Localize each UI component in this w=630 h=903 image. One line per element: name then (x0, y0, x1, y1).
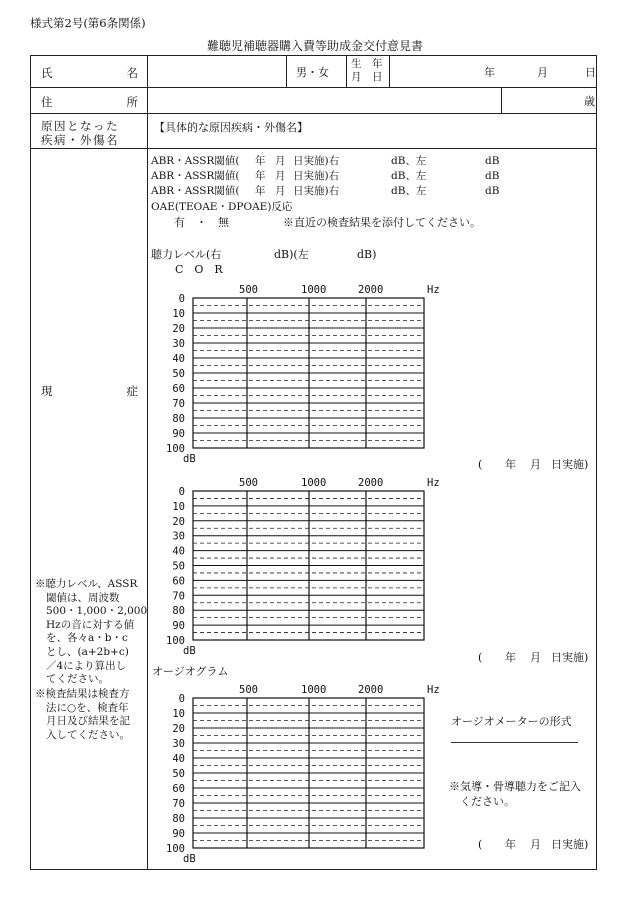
exam-date-3[interactable]: ( 年 月 日実施) (478, 838, 589, 851)
audiogram-db-label: 50 (172, 768, 185, 780)
audiogram-freq-label: 1000 (301, 684, 327, 696)
audiogram-db-label: 60 (172, 575, 185, 588)
hearing-level-line[interactable]: 聴力レベル(右 dB)(左 dB) (151, 248, 377, 261)
audiogram-db-label: 90 (172, 428, 185, 440)
audiogram-db-label: 20 (172, 323, 185, 335)
cause-content[interactable]: 【具体的な原因疾病・外傷名】 (154, 121, 308, 134)
audiogram-freq-label: 1000 (301, 284, 327, 296)
attach-note: ※直近の検査結果を添付してください。 (283, 216, 481, 229)
audiogram-db-label: 50 (172, 368, 185, 380)
exam-result-note: ※検査結果は検査方 法に○を、検査年 月日及び結果を記 入してください。 (35, 688, 130, 741)
audiogram-db-label: 40 (172, 545, 185, 558)
audiogram-freq-label: 1000 (301, 477, 327, 489)
audiogram-db-label: 100 (166, 635, 185, 647)
audiogram-db-label: 0 (178, 486, 185, 498)
audiometer-format-label: オージオメーターの形式 (451, 715, 572, 728)
audiogram-db-unit: dB (183, 453, 196, 465)
audiogram-db-label: 60 (172, 783, 185, 795)
abr-row-2[interactable]: ABR・ASSR閾値( 年 月 日実施)右 dB、左 dB (151, 170, 500, 182)
exam-date-1[interactable]: ( 年 月 日実施) (478, 458, 589, 471)
audiogram-db-label: 80 (172, 605, 185, 618)
audiogram-db-label: 30 (172, 738, 185, 750)
audiogram-db-label: 0 (178, 293, 185, 305)
audiogram-db-label: 90 (172, 828, 185, 840)
symptoms-label: 現 症 (41, 384, 138, 398)
audiogram-db-label: 30 (172, 530, 185, 543)
audiogram-db-label: 0 (178, 693, 185, 705)
audiogram-db-label: 70 (172, 398, 185, 410)
audiogram-db-label: 70 (172, 590, 185, 603)
air-bone-note: ※気導・骨導聴力をご記入 ください。 (449, 780, 581, 808)
audiogram-freq-unit: Hz (427, 684, 440, 696)
oae-label: OAE(TEOAE・DPOAE)反応 (151, 201, 293, 213)
audiogram-db-label: 40 (172, 353, 185, 365)
audiogram-db-label: 20 (172, 515, 185, 528)
audiogram-label: オージオグラム (152, 665, 229, 678)
audiogram-freq-label: 2000 (358, 684, 384, 696)
audiogram-freq-unit: Hz (427, 477, 440, 489)
document-title: 難聴児補聴器購入費等助成金交付意見書 (206, 39, 423, 53)
gender-options[interactable]: 男・女 (296, 66, 329, 79)
audiogram-db-label: 40 (172, 753, 185, 765)
audiogram-db-label: 90 (172, 620, 185, 633)
exam-date-2[interactable]: ( 年 月 日実施) (478, 651, 589, 664)
audiogram-db-label: 10 (172, 708, 185, 720)
audiogram-freq-label: 500 (239, 477, 258, 489)
audiogram-db-label: 80 (172, 413, 185, 425)
form-number: 様式第2号(第6条関係) (30, 16, 146, 30)
birth-month-label: 月 (537, 66, 548, 79)
audiogram-db-label: 30 (172, 338, 185, 350)
audiogram-db-label: 20 (172, 723, 185, 735)
birth-day-label: 日 (585, 66, 596, 79)
hearing-calc-note: ※聴力レベル、ASSR 閾値は、周波数 500・1,000・2,000 Hzの音に対する値 を、各々a・b・c とし、(a+2b+c) ／4により算出し てください。 (35, 578, 148, 686)
audiogram-db-label: 50 (172, 560, 185, 573)
audiogram-db-label: 80 (172, 813, 185, 825)
audiogram-freq-unit: Hz (427, 284, 440, 296)
birth-year-label: 年 (484, 66, 495, 79)
name-label: 氏 名 (41, 66, 138, 80)
audiogram-db-label: 10 (172, 308, 185, 320)
audiogram-db-unit: dB (183, 853, 196, 865)
cor-label: C O R (175, 263, 223, 276)
audiogram-db-label: 100 (166, 443, 185, 455)
audiogram-freq-label: 500 (239, 684, 258, 696)
birth-label: 生 年 月 日 (351, 58, 383, 83)
audiogram-freq-label: 2000 (358, 477, 384, 489)
oae-presence-options[interactable]: 有 ・ 無 (174, 216, 229, 229)
abr-row-3[interactable]: ABR・ASSR閾値( 年 月 日実施)右 dB、左 dB (151, 185, 500, 197)
age-label: 歳 (584, 95, 595, 108)
abr-row-1[interactable]: ABR・ASSR閾値( 年 月 日実施)右 dB、左 dB (151, 155, 500, 167)
audiogram-db-label: 60 (172, 383, 185, 395)
audiogram-db-unit: dB (183, 645, 196, 657)
audiogram-freq-label: 2000 (358, 284, 384, 296)
audiogram-db-label: 70 (172, 798, 185, 810)
cause-label: 原因となった 疾病・外傷名 (41, 119, 119, 147)
audiogram-freq-label: 500 (239, 284, 258, 296)
address-label: 住 所 (41, 95, 138, 109)
audiogram-db-label: 100 (166, 843, 185, 855)
audiogram-db-label: 10 (172, 500, 185, 513)
